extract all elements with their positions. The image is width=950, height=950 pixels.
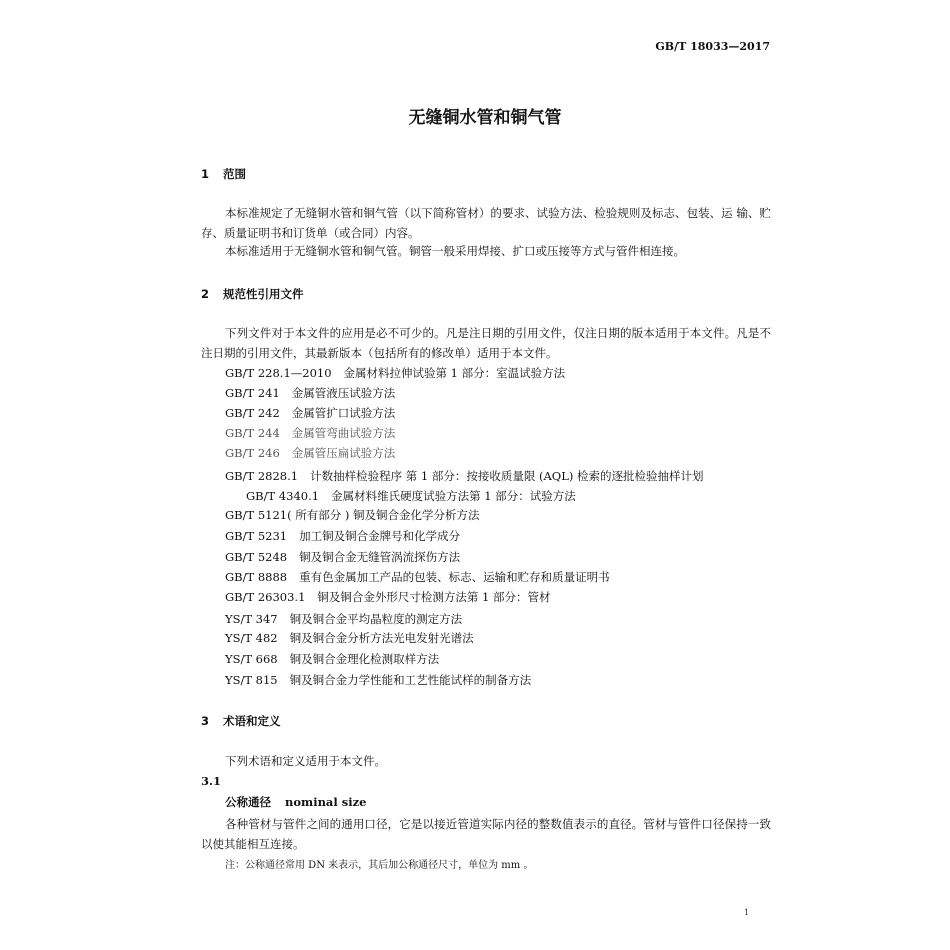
reference-item: GB/T 241 金属管液压试验方法 <box>225 386 396 400</box>
reference-item: YS/T 347 铜及铜合金平均晶粒度的测定方法 <box>225 612 463 626</box>
term-definition: 各种管材与管件之间的通用口径，它是以接近管道实际内径的整数值表示的直径。管材与管件口径保持一致以使其能相互连接。 <box>201 817 771 851</box>
reference-item: YS/T 668 铜及铜合金理化检测取样方法 <box>225 652 440 666</box>
reference-item: YS/T 815 铜及铜合金力学性能和工艺性能试样的制备方法 <box>225 673 532 687</box>
section-number: 2 <box>201 287 210 301</box>
term-english: nominal size <box>285 795 367 809</box>
section-3-heading <box>201 713 281 729</box>
section-2-heading <box>201 286 304 302</box>
section-1-heading <box>201 166 246 182</box>
reference-item: YS/T 482 铜及铜合金分析方法光电发射光谱法 <box>225 631 474 645</box>
section-number: 1 <box>201 167 210 181</box>
standard-code: GB/T 18033—2017 <box>655 40 770 53</box>
reference-item: GB/T 244 金属管弯曲试验方法 <box>225 426 396 440</box>
reference-item: GB/T 5231 加工铜及铜合金牌号和化学成分 <box>225 529 461 543</box>
term-heading <box>225 794 366 810</box>
section-title: 规范性引用文件 <box>223 287 304 301</box>
reference-item: GB/T 4340.1 金属材料维氏硬度试验方法第 1 部分：试验方法 <box>246 489 576 503</box>
term-chinese: 公称通径 <box>225 795 271 809</box>
reference-item: GB/T 8888 重有色金属加工产品的包装、标志、运输和贮存和质量证明书 <box>225 570 610 584</box>
terms-intro: 下列术语和定义适用于本文件。 <box>225 754 386 768</box>
section-number: 3 <box>201 714 210 728</box>
section-title: 术语和定义 <box>223 714 281 728</box>
section-title: 范围 <box>223 167 246 181</box>
document-title: 无缝铜水管和铜气管 <box>408 108 562 128</box>
scope-paragraph-2: 本标准适用于无缝铜水管和铜气管。铜管一般采用焊接、扩口或压接等方式与管件相连接。 <box>225 244 685 258</box>
references-intro: 下列文件对于本文件的应用是必不可少的。凡是注日期的引用文件，仅注日期的版本适用于本文件。凡是不注日期的引用文件，其最新版本（包括所有的修改单）适用于本文件。 <box>201 326 771 360</box>
reference-item: GB/T 5248 铜及铜合金无缝管涡流探伤方法 <box>225 550 461 564</box>
reference-item: GB/T 2828.1 计数抽样检验程序 第 1 部分：按接收质量限 (AQL) 检索的逐批检验抽样计划 <box>225 469 704 483</box>
reference-item: GB/T 242 金属管扩口试验方法 <box>225 406 396 420</box>
term-note: 注：公称通径常用 DN 来表示，其后加公称通径尺寸，单位为 mm 。 <box>225 860 534 871</box>
reference-item: GB/T 228.1—2010 金属材料拉伸试验第 1 部分：室温试验方法 <box>225 366 566 380</box>
page-number: 1 <box>744 908 750 917</box>
reference-item: GB/T 5121( 所有部分 ) 铜及铜合金化学分析方法 <box>225 508 480 522</box>
reference-item: GB/T 26303.1 铜及铜合金外形尺寸检测方法第 1 部分：管材 <box>225 590 551 604</box>
scope-paragraph-1: 本标准规定了无缝铜水管和铜气管（以下简称管材）的要求、试验方法、检验规则及标志、包装、运 输、贮存、质量证明书和订货单（或合同）内容。 <box>201 206 771 240</box>
subsection-number: 3.1 <box>201 774 222 788</box>
reference-item: GB/T 246 金属管压扁试验方法 <box>225 446 396 460</box>
